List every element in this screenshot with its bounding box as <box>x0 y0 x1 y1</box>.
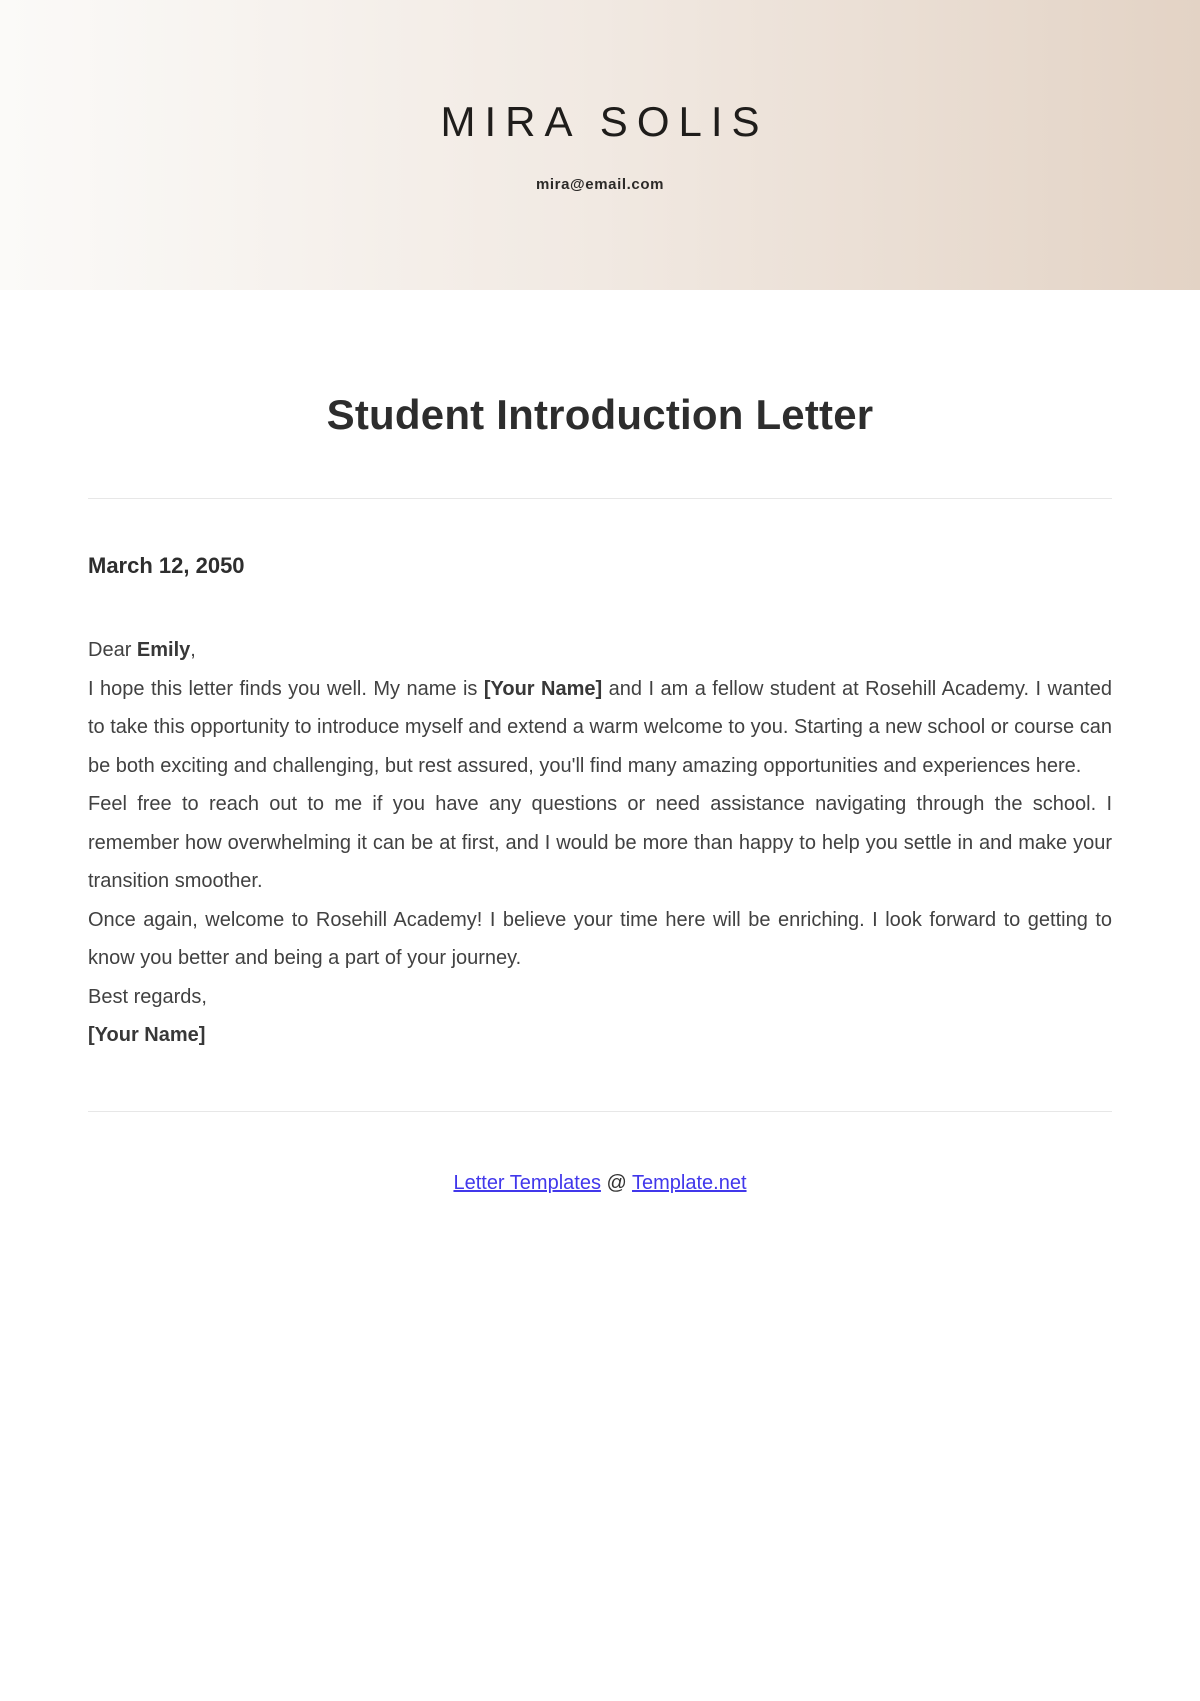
sender-email: mira@email.com <box>535 175 665 193</box>
letter-templates-link[interactable]: Letter Templates <box>453 1171 601 1194</box>
letterhead <box>0 0 1200 290</box>
letter-paragraph: Once again, welcome to Rosehill Academy! I believe your time here will be enriching. I look forward to getting to know you better and being a part of your journey. <box>88 908 1112 969</box>
page-title: Student Introduction Letter <box>326 391 874 438</box>
top-divider <box>88 498 1112 499</box>
letter-paragraph: Feel free to reach out to me if you have any questions or need assistance navigating through the school. I remember how overwhelming it can be at first, and I would be more than happy to help you settle in and make your transition smoother. <box>88 793 1112 892</box>
sender-name: MIRA SOLIS <box>440 97 769 145</box>
letter-paragraph: I hope this letter finds you well. My name is [Your Name] and I am a fellow student at Rosehill Academy. I wanted to take this opportunity to introduce myself and extend a warm welcome to you. Starting a new school or course can be both exciting and challenging, but rest assured, you'll find many amazing opportunities and experiences here. <box>88 677 1113 777</box>
footer-credit <box>88 1172 1112 1195</box>
letter-paragraph: [Your Name] <box>88 1024 206 1046</box>
template-net-link[interactable]: Template.net <box>632 1171 747 1194</box>
bottom-divider <box>88 1111 1112 1112</box>
letter-content <box>88 390 1112 1195</box>
letter-body <box>88 631 1112 1055</box>
letter-date: March 12, 2050 <box>88 553 245 578</box>
footer-separator: @ <box>600 1171 633 1194</box>
letter-paragraph: Dear Emily, <box>88 639 196 661</box>
letter-paragraph: Best regards, <box>88 985 207 1008</box>
